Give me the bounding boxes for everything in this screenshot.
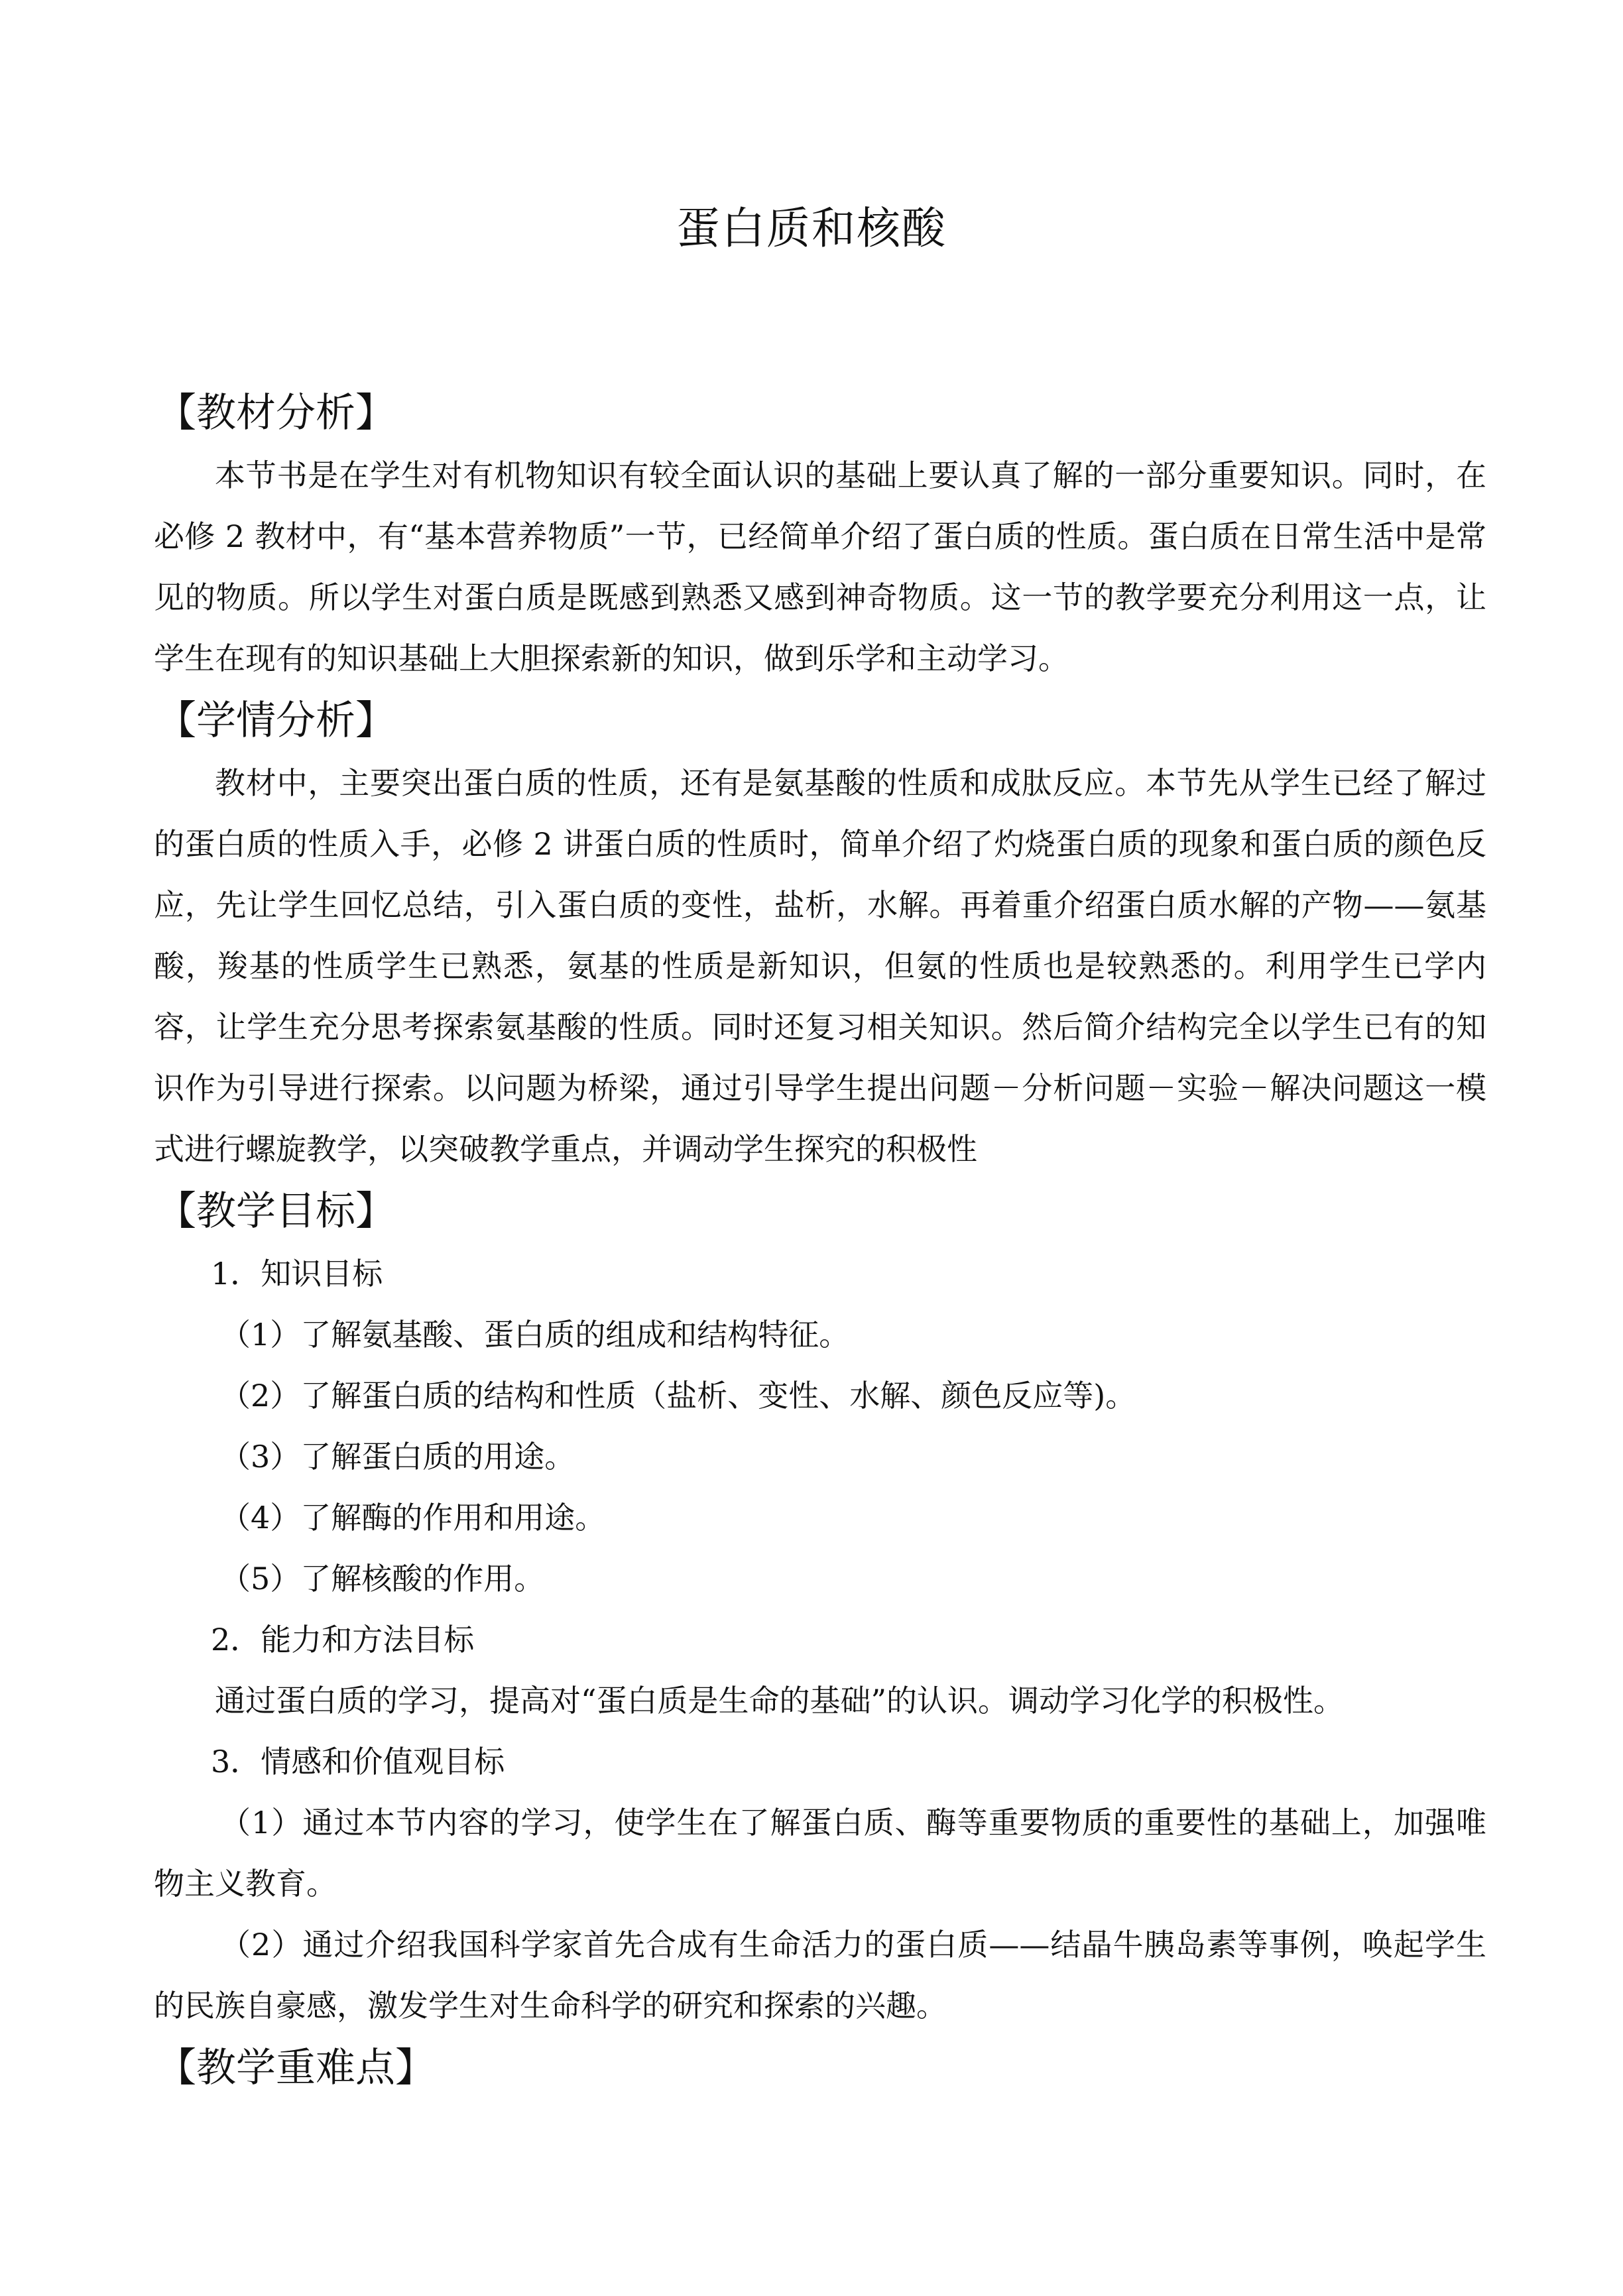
heading-textbook-analysis: 【教材分析】: [156, 390, 395, 436]
knowledge-goals-title: 1．知识目标: [211, 1256, 383, 1292]
heading-teaching-goals: 【教学目标】: [156, 1188, 395, 1235]
ability-goals-title: 2．能力和方法目标: [211, 1622, 475, 1658]
document-body: [154, 381, 1486, 2100]
knowledge-goal-item: （2）了解蛋白质的结构和性质（盐析、变性、水解、颜色反应等)。: [220, 1378, 1136, 1414]
paragraph-student-analysis: 教材中，主要突出蛋白质的性质，还有是氨基酸的性质和成肽反应。本节先从学生已经了解过的蛋白质的性质入手，必修 2 讲蛋白质的性质时，简单介绍了灼烧蛋白质的现象和蛋白质的颜色反应，先让学生回忆总结，引入蛋白质的变性，盐析，水解。再着重介绍蛋白质水解的产物——氨基酸，羧基的性质学生已熟悉，氨基的性质是新知识，但氨的性质也是较熟悉的。利用学生已学内容，让学生充分思考探索氨基酸的性质。同时还复习相关知识。然后简介结构完全以学生已有的知识作为引导进行探索。以问题为桥梁，通过引导学生提出问题－分析问题－实验－解决问题这一模式进行螺旋教学，以突破教学重点，并调动学生探究的积极性: [154, 765, 1486, 1167]
paragraph-textbook-analysis: 本节书是在学生对有机物知识有较全面认识的基础上要认真了解的一部分重要知识。同时，在必修 2 教材中，有“基本营养物质”一节，已经简单介绍了蛋白质的性质。蛋白质在日常生活中是常见的物质。所以学生对蛋白质是既感到熟悉又感到神奇物质。这一节的教学要充分利用这一点，让学生在现有的知识基础上大胆探索新的知识，做到乐学和主动学习。: [154, 457, 1486, 676]
heading-student-analysis: 【学情分析】: [156, 697, 395, 744]
ability-goals-text: 通过蛋白质的学习，提高对“蛋白质是生命的基础”的认识。调动学习化学的积极性。: [215, 1683, 1345, 1719]
knowledge-goal-item: （1）了解氨基酸、蛋白质的组成和结构特征。: [220, 1317, 850, 1353]
emotion-goal-item: （1）通过本节内容的学习，使学生在了解蛋白质、酶等重要物质的重要性的基础上，加强唯物主义教育。: [154, 1805, 1486, 1902]
knowledge-goal-item: （5）了解核酸的作用。: [220, 1561, 545, 1597]
document-title: 蛋白质和核酸: [676, 203, 947, 254]
emotion-goals-title: 3．情感和价值观目标: [211, 1744, 505, 1780]
knowledge-goal-item: （4）了解酶的作用和用途。: [220, 1500, 606, 1536]
emotion-goal-item: （2）通过介绍我国科学家首先合成有生命活力的蛋白质——结晶牛胰岛素等事例，唤起学生的民族自豪感，激发学生对生命科学的研究和探索的兴趣。: [154, 1927, 1486, 2024]
knowledge-goal-item: （3）了解蛋白质的用途。: [220, 1439, 575, 1475]
heading-key-points: 【教学重难点】: [156, 2045, 435, 2091]
